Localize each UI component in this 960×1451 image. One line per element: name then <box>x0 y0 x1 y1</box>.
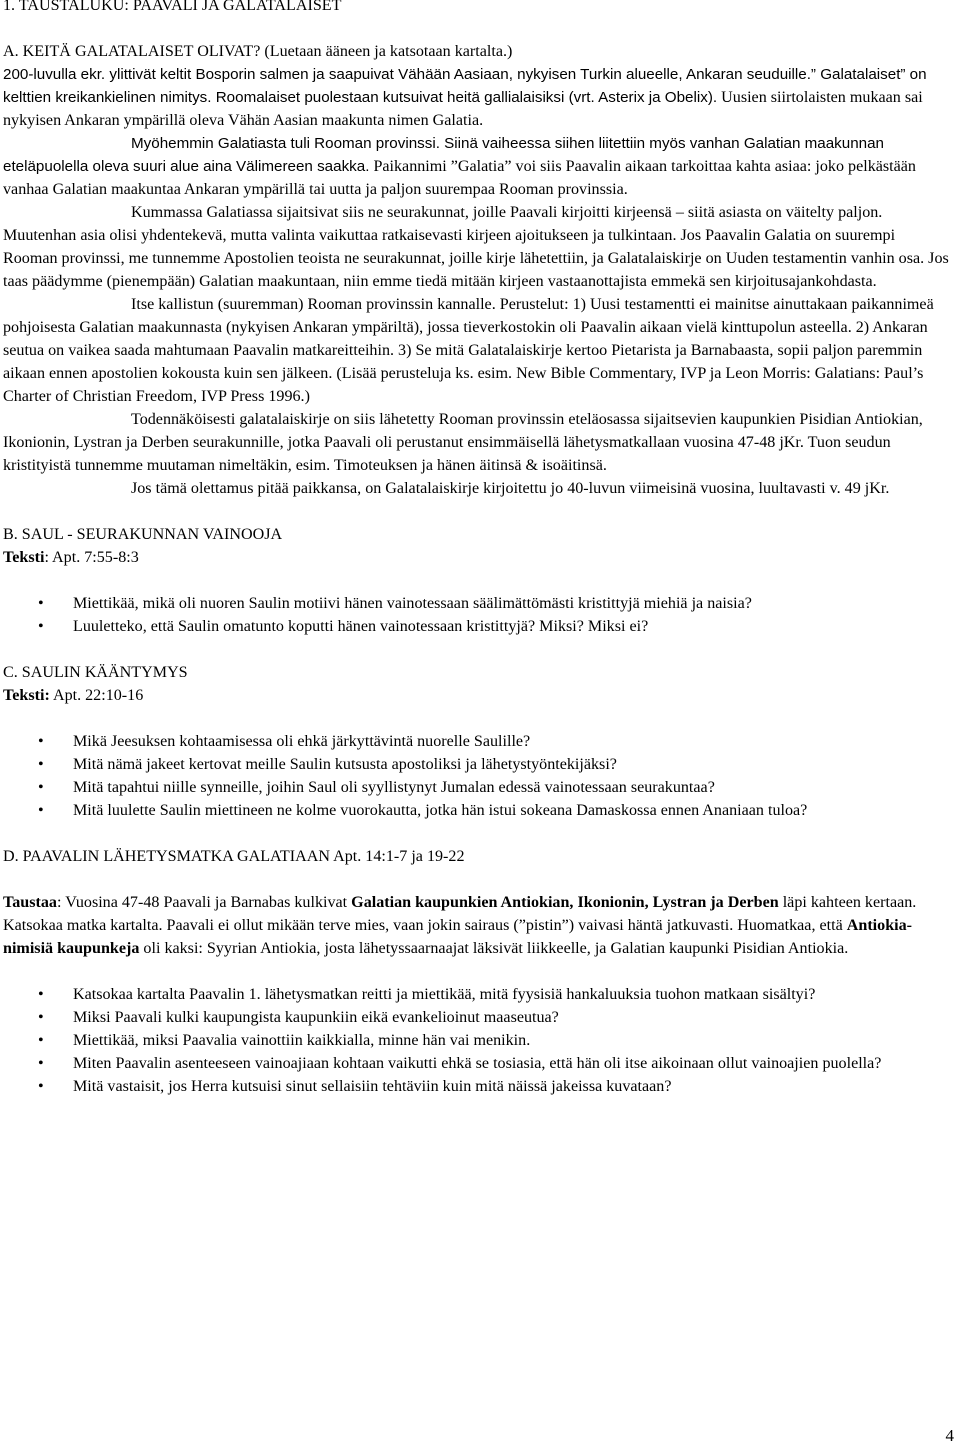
bullet-icon: • <box>38 779 44 796</box>
section-b-title: B. SAUL - SEURAKUNNAN VAINOOJA <box>3 526 283 543</box>
list-item: • Miksi Paavali kulki kaupungista kaupunkiin eikä evankelioinut maaseutua? <box>3 1006 953 1029</box>
page-heading: 1. TAUSTALUKU: PAAVALI JA GALATALAISET <box>3 0 342 14</box>
list-item: • Mitä tapahtui niille synneille, joihin Saul oli syyllistynyt Jumalan edessä vainotessaan seurakuntaa? <box>3 776 953 799</box>
section-d-background: Taustaa: Vuosina 47-48 Paavali ja Barnabas kulkivat Galatian kaupunkien Antiokian, Ikonionin, Lystran ja Derben läpi kahteen kertaan. Katsokaa matka kartalta. Paavali ei ollut mikään terve mies, vaan jokin sairaus (”pistin”) vaivasi häntä jatkuvasti. Huomatkaa, että Antiokia-nimisiä kaupunkeja oli kaksi: Syyrian Antiokia, josta lähetyssaarnaajat läksivät liikkeelle, ja Galatian kaupunki Pisidian Antiokia. <box>3 894 917 957</box>
list-item: • Miten Paavalin asenteeseen vainoajiaan kohtaan vaikutti ehkä se tosiasia, että hän oli itse aikoinaan ollut vainoajien puolella? <box>3 1052 953 1075</box>
list-item: • Mikä Jeesuksen kohtaamisessa oli ehkä järkyttävintä nuorelle Saulille? <box>3 730 953 753</box>
page-number: 4 <box>945 1426 954 1445</box>
bullet-icon: • <box>38 756 44 773</box>
bullet-icon: • <box>38 733 44 750</box>
bullet-icon: • <box>38 1009 44 1026</box>
section-a-paragraph-3: Kummassa Galatiassa sijaitsivat siis ne seurakunnat, joille Paavali kirjoitti kirjeensä – siitä asiasta on väitelty paljon. Muutenhan asia olisi yhdentekevä, mutta valinta vaikuttaa ratkaisevasti kirjeen ajoitukseen ja tulkintaan. Jos Paavalin Galatia on suurempi Rooman provinssi, me tunnemme Apostolien teoista ne seurakunnat, joille kirje lähetettiin, ja Galatalaiskirje on Uuden testamentin vanhin osa. Jos taas päädymme (pienempään) Galatian maakuntaan, niin emme tiedä mitään kirjeen vastaanottajista emmekä sen kirjoitusajankohdasta. <box>3 204 949 290</box>
section-a-paragraph-4: Itse kallistun (suuremman) Rooman provinssin kannalle. Perustelut: 1) Uusi testamentti ei mainitse ainuttakaan paikannimeä pohjoisesta Galatian maakunnasta (nykyisen Ankaran ympäriltä), jossa tieverkostokin oli Paavalin aikaan vielä kinttupolun asteella. 2) Ankaran seutua on vaikea saada mahtumaan Paavalin matkareitteihin. 3) Se mitä Galatalaiskirje kertoo Pietarista ja Barnabaasta, sopii paljon paremmin aikaan ennen apostolien kokousta kuin sen jälkeen. (Lisää perusteluja ks. esim. New Bible Commentary, IVP ja Leon Morris: Galatians: Paul’s Charter of Christian Freedom, IVP Press 1996.) <box>3 296 934 405</box>
section-d-questions <box>3 983 953 1098</box>
list-item: • Luuletteko, että Saulin omatunto koputti hänen vainotessaan kristittyjä? Miksi? Miksi ei? <box>3 615 953 638</box>
section-a-paragraph-6: Jos tämä olettamus pitää paikkansa, on Galatalaiskirje kirjoitettu jo 40-luvun viimeisinä vuosina, luultavasti v. 49 jKr. <box>131 480 890 497</box>
bullet-icon: • <box>38 802 44 819</box>
section-a-paragraph-2: Myöhemmin Galatiasta tuli Rooman provinssi. Siinä vaiheessa siihen liitettiin myös vanhan Galatian maakunnan eteläpuolella oleva suuri alue aina Välimereen saakka. Paikannimi ”Galatia” voi siis Paavalin aikaan tarkoittaa kahta asiaa: joko pelkästään vanhaa Galatian maakuntaa Ankaran ympärillä tai uutta ja paljon suurempaa Rooman provinssia. <box>3 135 916 198</box>
section-c-title: C. SAULIN KÄÄNTYMYS <box>3 664 188 681</box>
section-b-questions <box>3 592 953 638</box>
section-c-questions <box>3 730 953 822</box>
bullet-icon: • <box>38 595 44 612</box>
section-a-paragraph-1: 200-luvulla ekr. ylittivät keltit Bosporin salmen ja saapuivat Vähään Aasiaan, nykyisen Turkin alueelle, Ankaran seuduille.” Galatalaiset” on kelttien kreikankielinen nimitys. Roomalaiset puolestaan kutsuivat heitä gallialaisiksi (vrt. Asterix ja Obelix). Uusien siirtolaisten mukaan sai nykyisen Ankaran ympärillä oleva Vähän Aasian maakunta nimen Galatia. <box>3 66 927 129</box>
document-page <box>3 0 953 1098</box>
list-item: • Mitä nämä jakeet kertovat meille Saulin kutsusta apostoliksi ja lähetystyöntekijäksi? <box>3 753 953 776</box>
bullet-icon: • <box>38 1078 44 1095</box>
section-a-paragraph-5: Todennäköisesti galatalaiskirje on siis lähetetty Rooman provinssin eteläosassa sijaitsevien kaupunkien Pisidian Antiokian, Ikonionin, Lystran ja Derben seurakunnille, jotka Paavali oli perustanut ensimmäisellä lähetysmatkallaan vuosina 47-48 jKr. Tuon seudun kristityistä tunnemme muutaman nimeltäkin, esim. Timoteuksen ja hänen äitinsä & isoäitinsä. <box>3 411 923 474</box>
bullet-icon: • <box>38 986 44 1003</box>
list-item: • Mitä luulette Saulin miettineen ne kolme vuorokautta, jotka hän istui sokeana Damaskossa ennen Ananiaan tuloa? <box>3 799 953 822</box>
bullet-icon: • <box>38 618 44 635</box>
bullet-icon: • <box>38 1055 44 1072</box>
section-c-text-reference: Teksti: Apt. 22:10-16 <box>3 687 144 704</box>
bullet-icon: • <box>38 1032 44 1049</box>
list-item: • Miettikää, miksi Paavalia vainottiin kaikkialla, minne hän vai menikin. <box>3 1029 953 1052</box>
section-a-title: A. KEITÄ GALATALAISET OLIVAT? (Luetaan ääneen ja katsotaan kartalta.) <box>3 43 513 60</box>
list-item: • Miettikää, mikä oli nuoren Saulin motiivi hänen vainotessaan säälimättömästi kristittyjä miehiä ja naisia? <box>3 592 953 615</box>
list-item: • Katsokaa kartalta Paavalin 1. lähetysmatkan reitti ja miettikää, mitä fyysisiä hankaluuksia tuohon matkaan sisältyi? <box>3 983 953 1006</box>
section-d-title: D. PAAVALIN LÄHETYSMATKA GALATIAAN Apt. 14:1-7 ja 19-22 <box>3 848 465 865</box>
section-b-text-reference: Teksti: Apt. 7:55-8:3 <box>3 549 139 566</box>
list-item: • Mitä vastaisit, jos Herra kutsuisi sinut sellaisiin tehtäviin kuin mitä näissä jakeissa kuvataan? <box>3 1075 953 1098</box>
